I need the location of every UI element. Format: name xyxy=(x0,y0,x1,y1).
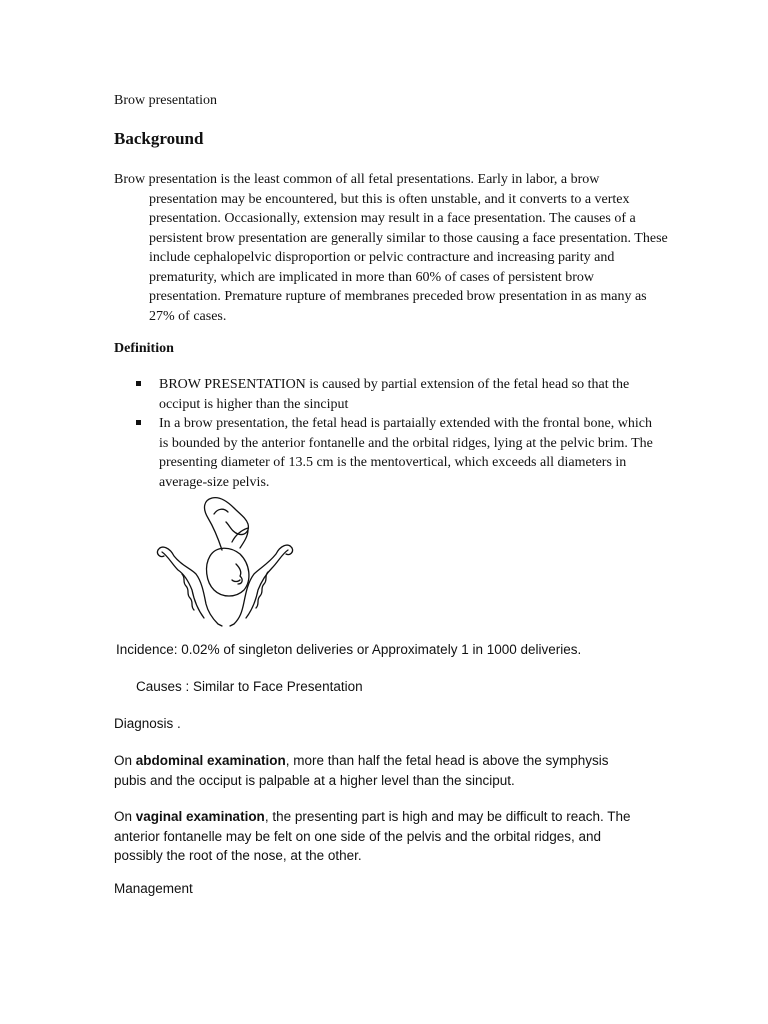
abdominal-examination-paragraph xyxy=(114,751,634,790)
diagnosis-heading: Diagnosis . xyxy=(114,716,181,731)
management-heading: Management xyxy=(114,881,193,896)
definition-heading: Definition xyxy=(114,341,174,356)
abdominal-examination-term: abdominal examination xyxy=(135,753,286,768)
definition-bullet-text: BROW PRESENTATION is caused by partial extension of the fetal head so that the occiput is higher than the sinciput xyxy=(159,377,630,412)
background-paragraph: Brow presentation is the least common of all fetal presentations. Early in labor, a brow presentation may be encountered, but this is often unstable, and it converts to a vertex presentation. Occasionally, extension may result in a face presentation. The causes of a persistent brow presentation are generally similar to those causing a face presentation. These include cephalopelvic disproportion or pelvic contracture and increasing parity and prematurity, which are implicated in more than 60% of cases of persistent brow presentation. Premature rupture of membranes preceded brow presentation in as many as 27% of cases. xyxy=(114,172,668,324)
brow-presentation-illustration xyxy=(152,494,298,630)
vaginal-examination-term: vaginal examination xyxy=(135,809,265,824)
square-bullet-icon xyxy=(136,420,141,425)
causes-line: Causes : Similar to Face Presentation xyxy=(136,679,363,694)
definition-list xyxy=(114,375,654,492)
definition-bullet-text: In a brow presentation, the fetal head is partaially extended with the frontal bone, which is bounded by the anterior fontanelle and the orbital ridges, lying at the pelvic brim. The presenting diameter of 13.5 cm is the mentovertical, which exceeds all diameters in average-size pelvis. xyxy=(159,416,653,490)
vaginal-text: , the presenting part is high and may be difficult to reach. The anterior fontanelle may be felt on one side of the pelvis and the orbital ridges, and possibly the root of the nose, at the other. xyxy=(114,809,631,863)
vaginal-prefix: On xyxy=(114,809,136,824)
background-heading: Background xyxy=(114,129,204,148)
vaginal-examination-paragraph xyxy=(114,807,634,866)
document-title: Brow presentation xyxy=(114,93,218,108)
abdominal-prefix: On xyxy=(114,753,136,768)
list-item xyxy=(114,414,654,492)
incidence-line: Incidence: 0.02% of singleton deliveries or Approximately 1 in 1000 deliveries. xyxy=(116,642,582,657)
list-item xyxy=(114,375,654,414)
square-bullet-icon xyxy=(136,381,141,386)
abdominal-text: , more than half the fetal head is above the symphysis pubis and the occiput is palpable at a higher level than the sinciput. xyxy=(114,753,609,788)
